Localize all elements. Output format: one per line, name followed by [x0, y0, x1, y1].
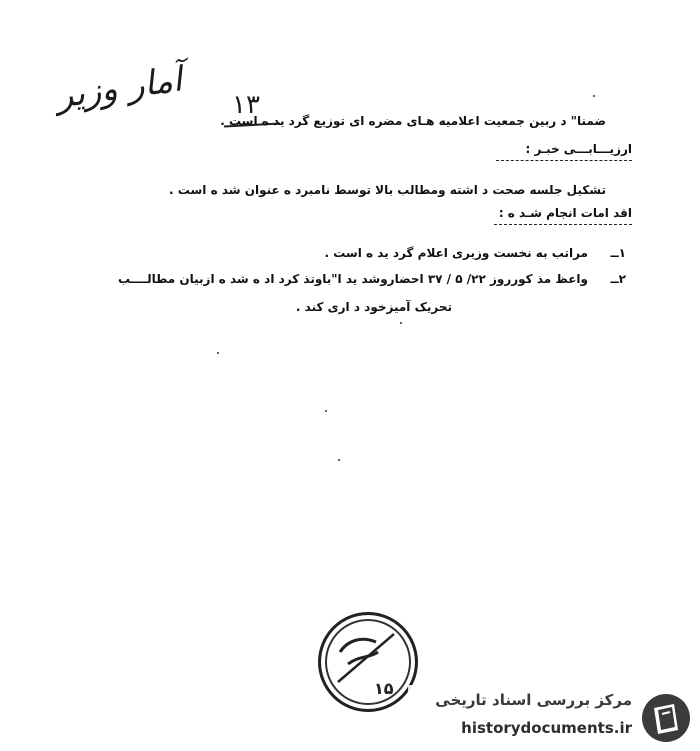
- paragraph-distribution: ضمنا" د ربین جمعیت اعلامیه هـای مضره ای توزیع گرد ید ه است .: [220, 114, 606, 128]
- scan-speck: [325, 410, 327, 412]
- svg-text:۱۵: ۱۵: [374, 679, 394, 698]
- list-item-marker: ۱ــ: [610, 246, 626, 260]
- archive-logo-icon: [640, 692, 692, 744]
- scan-speck: [593, 95, 595, 97]
- scan-speck: [338, 459, 340, 461]
- seal-stamp: [318, 612, 418, 712]
- list-item-text: واعظ مذ کورروز ۲۲/ ۵ / ۳۷ احضاروشد ید ا"باوتذ کرد اد ه شد ه ازبیان مطالــــب: [117, 272, 588, 286]
- heading-assessment-underline: [496, 160, 632, 161]
- heading-actions-underline: [494, 224, 632, 225]
- watermark-banner: [408, 685, 700, 751]
- handwritten-note: آمار وزیر: [53, 59, 185, 117]
- list-item-marker: ۲ــ: [610, 272, 626, 286]
- watermark-title: مرکز بررسی اسناد تاریخی: [435, 691, 632, 709]
- list-item-continuation: تحریک آمیزخود د اری کند .: [295, 300, 452, 314]
- heading-assessment: ارزیـــابـــی خبـر :: [525, 142, 632, 156]
- list-item-text: مراتب به نخست وزیری اعلام گرد ید ه است .: [324, 246, 588, 260]
- heading-actions: اقد امات انجام شـد ه :: [498, 206, 632, 220]
- scan-speck: [400, 322, 402, 324]
- scan-speck: [217, 352, 219, 354]
- paragraph-assessment: تشکیل جلسه صحت د اشته ومطالب بالا توسط نامبرد ه عنوان شد ه است .: [169, 183, 606, 197]
- watermark-url: historydocuments.ir: [461, 719, 632, 737]
- page-number: ۱۳: [232, 90, 260, 120]
